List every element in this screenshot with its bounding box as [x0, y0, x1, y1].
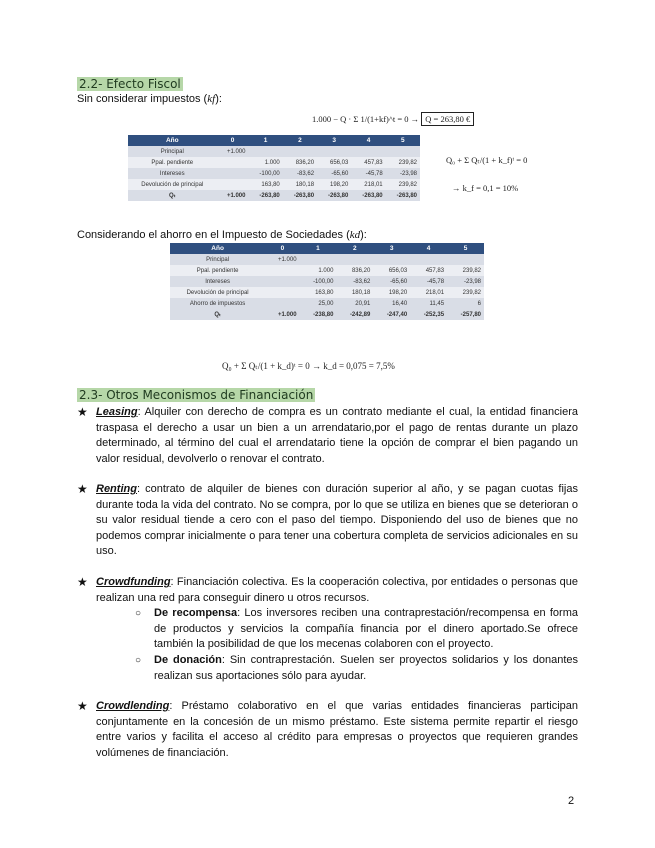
term-leasing: Leasing [96, 406, 138, 418]
definition-crowdfunding: : Financiación colectiva. Es la cooperación colectiva, por entidades o personas que realizan una red para conseguir dinero u otros recursos. [96, 576, 578, 604]
table-header-cell: Año [128, 135, 217, 146]
table-header-cell: 4 [351, 135, 385, 146]
list-item-leasing [77, 405, 578, 467]
table-cell [265, 287, 299, 298]
table-cell: 239,82 [447, 287, 484, 298]
table-cell: -23,98 [447, 276, 484, 287]
table-cell [386, 146, 420, 157]
section-heading-otros-mecanismos: 2.3- Otros Meconismos de Financiación [79, 388, 314, 402]
formula-annuity-result: Q = 263,80 € [421, 112, 474, 126]
table-cell: -23,98 [386, 168, 420, 179]
table-cell [217, 168, 249, 179]
table-cell: -65,60 [317, 168, 351, 179]
table-cell: -100,00 [300, 276, 337, 287]
table-header-cell: 2 [283, 135, 317, 146]
list-item-renting [77, 482, 578, 560]
table-cell [373, 254, 410, 265]
table-cell: Qₜ [128, 190, 217, 201]
table-cell: +1.000 [265, 309, 299, 320]
table-row [170, 254, 484, 265]
table-row [170, 276, 484, 287]
intro-end: ): [215, 93, 222, 105]
table-cell: 836,20 [336, 265, 373, 276]
definition-recompensa: : Los inversores reciben una contraprestación/recompensa en forma de productos y servicios la compañía financia por el dinero aportado.Se ofrece también la posibilidad de que los mecenas colaboren con el proyecto. [154, 607, 578, 650]
table-header-cell: 5 [386, 135, 420, 146]
sublist-item-donacion [135, 653, 578, 684]
table-header-row [170, 243, 484, 254]
table-cell: 457,83 [410, 265, 447, 276]
table-cell: 20,91 [336, 298, 373, 309]
table-cell: 656,03 [317, 157, 351, 168]
table-cell: +1.000 [217, 190, 249, 201]
table-cell: 6 [447, 298, 484, 309]
definition-renting: : contrato de alquiler de bienes con duración superior al año, y se pagan cuotas fijas durante toda la vida del contrato. No se compra, por lo que se utiliza en bienes que se deterioran o su valor residual tiende a cero con el paso del tiempo. Disponiendo del uso de bienes que no podemos comprar inicialmente o para tener una cobertura completa de servicios adicionales en su uso. [96, 483, 578, 557]
sublist-item-recompensa [135, 606, 578, 653]
section-heading-efecto-fiscal: 2.2- Efecto Fiscol [79, 77, 181, 91]
table-cell [217, 157, 249, 168]
table-cell: 1.000 [248, 157, 282, 168]
term-donacion: De donación [154, 654, 222, 666]
star-bullet-icon: ★ [77, 575, 88, 589]
table-cell: 239,82 [447, 265, 484, 276]
table-row [128, 168, 420, 179]
table-header-cell: 4 [410, 243, 447, 254]
table-cell: 218,01 [351, 179, 385, 190]
table-cell: 11,45 [410, 298, 447, 309]
circle-bullet-icon: ○ [135, 655, 142, 666]
table-cell: -263,80 [317, 190, 351, 201]
table-cell: Principal [170, 254, 265, 265]
table-header-cell: 1 [248, 135, 282, 146]
table-cell: 239,82 [386, 157, 420, 168]
table-cell [283, 146, 317, 157]
table-header-cell: 1 [300, 243, 337, 254]
page-number: 2 [568, 795, 575, 807]
table-row [170, 265, 484, 276]
table-cell: 836,20 [283, 157, 317, 168]
table-cell: -263,80 [248, 190, 282, 201]
definition-donacion: : Sin contraprestación. Suelen ser proyectos solidarios y los donantes realizan sus aportaciones sólo para ayudar. [154, 654, 578, 682]
table-header-cell: 3 [373, 243, 410, 254]
table-cell [217, 179, 249, 190]
table-cell: Intereses [170, 276, 265, 287]
table-cell: Qₜ [170, 309, 265, 320]
intro-variable: kf [207, 93, 216, 105]
table-cell: Devolución de principal [170, 287, 265, 298]
list-item-crowdfunding [77, 575, 578, 606]
intro-text: Considerando el ahorro en el Impuesto de Sociedades ( [77, 229, 350, 241]
table-cell: -83,62 [336, 276, 373, 287]
intro-ahorro-impuestos [77, 229, 367, 242]
table-header-cell: 3 [317, 135, 351, 146]
table-cell: -242,89 [336, 309, 373, 320]
table-cell: 163,80 [300, 287, 337, 298]
circle-bullet-icon: ○ [135, 608, 142, 619]
table-cell: -100,00 [248, 168, 282, 179]
table-cell: -263,80 [283, 190, 317, 201]
table-cell: 180,18 [336, 287, 373, 298]
table-cell: 457,83 [351, 157, 385, 168]
table-cell [336, 254, 373, 265]
table-cell [351, 146, 385, 157]
term-crowdlending: Crowdlending [96, 700, 170, 712]
table-cell: 198,20 [317, 179, 351, 190]
table-cell: -45,78 [410, 276, 447, 287]
table-cell: 239,82 [386, 179, 420, 190]
list-item-crowdlending [77, 699, 578, 761]
definition-leasing: : Alquiler con derecho de compra es un contrato mediante el cual, la entidad financiera traspasa el derecho a usar un bien a un arrendatario,por el pago de rentas durante un plazo determinado, al término del cual el arrendatario tiene la opción de comprar el bien pagando un valor residual, devolverlo o renovar el contrato. [96, 406, 578, 465]
table-cell: Devolución de principal [128, 179, 217, 190]
table-row [170, 287, 484, 298]
star-bullet-icon: ★ [77, 482, 88, 496]
table-cell: +1.000 [265, 254, 299, 265]
table-cell: -257,80 [447, 309, 484, 320]
table-cell: +1.000 [217, 146, 249, 157]
intro-sin-impuestos [77, 93, 222, 106]
formula-kf-result: → k_f = 0,1 = 10% [452, 183, 519, 193]
table-cell: 656,03 [373, 265, 410, 276]
table-cell [317, 146, 351, 157]
table-header-cell: 0 [265, 243, 299, 254]
table-header-cell: Año [170, 243, 265, 254]
table-cell: 25,00 [300, 298, 337, 309]
table-cell [447, 254, 484, 265]
table-cell [300, 254, 337, 265]
table-row [170, 298, 484, 309]
table-row [170, 309, 484, 320]
table-cell: -45,78 [351, 168, 385, 179]
table-cell: Ppal. pendiente [128, 157, 217, 168]
table-cell: -65,60 [373, 276, 410, 287]
definition-crowdlending: : Préstamo colaborativo en el que varias entidades financieras participan conjuntamente en la concesión de un mismo préstamo. Este sistema permite repartir el riesgo entre varios y facilita el acceso al crédito para empresas o proyectos que requieren grandes volúmenes de financiación. [96, 700, 578, 759]
formula-kf-equation: Q₀ + Σ Qₜ/(1 + k_f)ᵗ = 0 [446, 155, 528, 165]
table-row [128, 157, 420, 168]
table-cell [265, 276, 299, 287]
table-cell: Ppal. pendiente [170, 265, 265, 276]
loan-table-with-taxes [170, 243, 484, 320]
table-row [128, 146, 420, 157]
table-cell: -263,80 [386, 190, 420, 201]
term-recompensa: De recompensa [154, 607, 238, 619]
loan-table-without-taxes [128, 135, 420, 201]
table-cell: 1.000 [300, 265, 337, 276]
intro-variable: kd [349, 229, 361, 241]
table-header-cell: 2 [336, 243, 373, 254]
table-cell [265, 265, 299, 276]
table-header-row [128, 135, 420, 146]
table-cell: Principal [128, 146, 217, 157]
formula-annuity [312, 114, 474, 124]
table-row [128, 190, 420, 201]
table-cell: 218,01 [410, 287, 447, 298]
intro-end: ): [360, 229, 367, 241]
table-cell: 198,20 [373, 287, 410, 298]
table-cell [248, 146, 282, 157]
table-cell: Ahorro de impuestos [170, 298, 265, 309]
table-cell: 16,40 [373, 298, 410, 309]
table-cell: Intereses [128, 168, 217, 179]
star-bullet-icon: ★ [77, 405, 88, 419]
table-cell: 180,18 [283, 179, 317, 190]
table-cell [265, 298, 299, 309]
term-renting: Renting [96, 483, 137, 495]
table-cell: -263,80 [351, 190, 385, 201]
formula-annuity-expression: 1.000 − Q · Σ 1/(1+kf)^t = 0 → [312, 114, 420, 124]
table-cell: -83,62 [283, 168, 317, 179]
table-header-cell: 0 [217, 135, 249, 146]
intro-text: Sin considerar impuestos ( [77, 93, 208, 105]
table-cell [410, 254, 447, 265]
table-row [128, 179, 420, 190]
star-bullet-icon: ★ [77, 699, 88, 713]
table-cell: 163,80 [248, 179, 282, 190]
table-cell: -247,40 [373, 309, 410, 320]
term-crowdfunding: Crowdfunding [96, 576, 171, 588]
formula-kd: Q₀ + Σ Qₜ/(1 + k_d)ᵗ = 0 → k_d = 0,075 = 7,5% [222, 361, 395, 371]
table-header-cell: 5 [447, 243, 484, 254]
table-cell: -252,35 [410, 309, 447, 320]
table-cell: -238,80 [300, 309, 337, 320]
